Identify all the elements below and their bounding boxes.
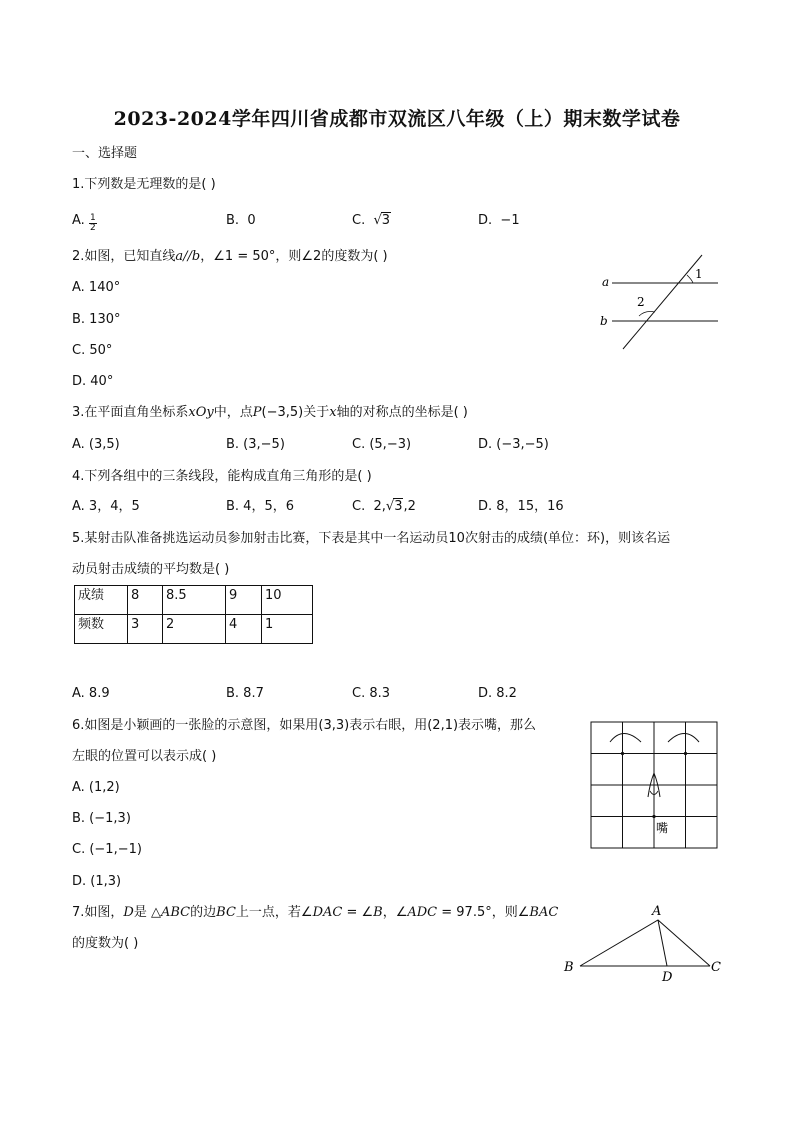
table-cell: 1 — [262, 615, 313, 644]
vertex-label-b: B — [564, 960, 574, 975]
q2-option-a[interactable]: A. 140° — [72, 280, 121, 295]
question-7-stem-line1: 7.如图，D是 △ABC的边BC上一点，若∠DAC = ∠B，∠ADC = 97.5°，则∠BAC — [72, 905, 559, 920]
q2-option-d[interactable]: D. 40° — [72, 374, 114, 389]
q3-option-b[interactable]: B. (3,−5) — [226, 437, 285, 452]
table-cell: 成绩 — [75, 586, 128, 615]
sqrt-three: √3 — [385, 499, 403, 514]
q3-option-d[interactable]: D. (−3,−5) — [478, 437, 549, 452]
question-1-stem: 1.下列数是无理数的是( ) — [72, 177, 216, 192]
q1-option-c[interactable]: C. √3 — [352, 213, 391, 228]
q1-option-a[interactable]: A. $\frac{1}{2}$ — [72, 213, 96, 233]
question-7-stem-line2: 的度数为( ) — [72, 936, 139, 951]
left-eye-arc — [610, 734, 641, 743]
question-4-stem: 4.下列各组中的三条线段，能构成直角三角形的是( ) — [72, 469, 372, 484]
q2-option-b[interactable]: B. 130° — [72, 312, 121, 327]
q4-option-a[interactable]: A. 3，4，5 — [72, 499, 140, 514]
q5-option-c[interactable]: C. 8.3 — [352, 686, 391, 701]
q1-option-b[interactable]: B. 0 — [226, 213, 256, 228]
face-grid-figure — [588, 719, 722, 851]
triangle-abc-figure — [560, 900, 728, 984]
q4-option-d[interactable]: D. 8，15，16 — [478, 499, 564, 514]
q5-option-b[interactable]: B. 8.7 — [226, 686, 264, 701]
question-5-stem-line1: 5.某射击队准备挑选运动员参加射击比赛，下表是其中一名运动员10次射击的成绩(单位：环)，则该名运 — [72, 531, 671, 546]
left-eye-point — [621, 752, 624, 755]
question-2-stem: 2.如图，已知直线a//b，∠1 = 50°，则∠2的度数为( ) — [72, 249, 388, 264]
mouth-point — [652, 815, 655, 818]
q4-option-b[interactable]: B. 4，5，6 — [226, 499, 294, 514]
section-heading: 一、选择题 — [72, 146, 138, 161]
label-a: a — [602, 275, 610, 289]
q6-option-d[interactable]: D. (1,3) — [72, 874, 122, 889]
q4-option-c[interactable]: C. 2,√3,2 — [352, 499, 416, 514]
page-title: 2023-2024学年四川省成都市双流区八年级（上）期末数学试卷 — [113, 108, 681, 130]
triangle-sides — [580, 920, 710, 966]
vertex-label-c: C — [711, 960, 721, 975]
table-cell: 频数 — [75, 615, 128, 644]
angle-1-arc — [687, 275, 693, 283]
table-cell: 3 — [128, 615, 163, 644]
q5-option-a[interactable]: A. 8.9 — [72, 686, 110, 701]
mouth-label: 嘴 — [656, 821, 669, 835]
table-row — [75, 615, 313, 644]
q3-option-c[interactable]: C. (5,−3) — [352, 437, 412, 452]
q5-option-d[interactable]: D. 8.2 — [478, 686, 517, 701]
q6-option-b[interactable]: B. (−1,3) — [72, 811, 131, 826]
question-3-stem: 3.在平面直角坐标系xOy中，点P(−3,5)关于x轴的对称点的坐标是( ) — [72, 405, 468, 420]
table-cell: 8 — [128, 586, 163, 615]
point-label-d: D — [662, 970, 673, 984]
fraction-one-half: $\frac{1}{2}$ — [89, 213, 96, 233]
table-cell: 4 — [226, 615, 262, 644]
table-cell: 2 — [163, 615, 226, 644]
question-6-stem-line2: 左眼的位置可以表示成( ) — [72, 749, 217, 764]
right-eye-point — [684, 752, 687, 755]
table-cell: 8.5 — [163, 586, 226, 615]
table-cell: 10 — [262, 586, 313, 615]
label-angle-1: 1 — [695, 267, 703, 281]
table-cell: 9 — [226, 586, 262, 615]
parallel-lines-figure — [596, 250, 728, 352]
q1-option-d[interactable]: D. −1 — [478, 213, 520, 228]
table-row — [75, 586, 313, 615]
label-b: b — [600, 314, 608, 328]
q6-option-a[interactable]: A. (1,2) — [72, 780, 120, 795]
sqrt-three: √3 — [373, 213, 391, 228]
question-5-stem-line2: 动员射击成绩的平均数是( ) — [72, 562, 230, 577]
q6-option-c[interactable]: C. (−1,−1) — [72, 842, 142, 857]
q2-option-c[interactable]: C. 50° — [72, 343, 113, 358]
q3-option-a[interactable]: A. (3,5) — [72, 437, 120, 452]
vertex-label-a: A — [652, 904, 662, 919]
question-6-stem-line1: 6.如图是小颖画的一张脸的示意图，如果用(3,3)表示右眼，用(2,1)表示嘴，那么 — [72, 718, 537, 733]
score-frequency-table — [74, 585, 313, 644]
label-angle-2: 2 — [637, 295, 645, 309]
transversal-line — [623, 255, 702, 349]
right-eye-arc — [668, 734, 699, 743]
